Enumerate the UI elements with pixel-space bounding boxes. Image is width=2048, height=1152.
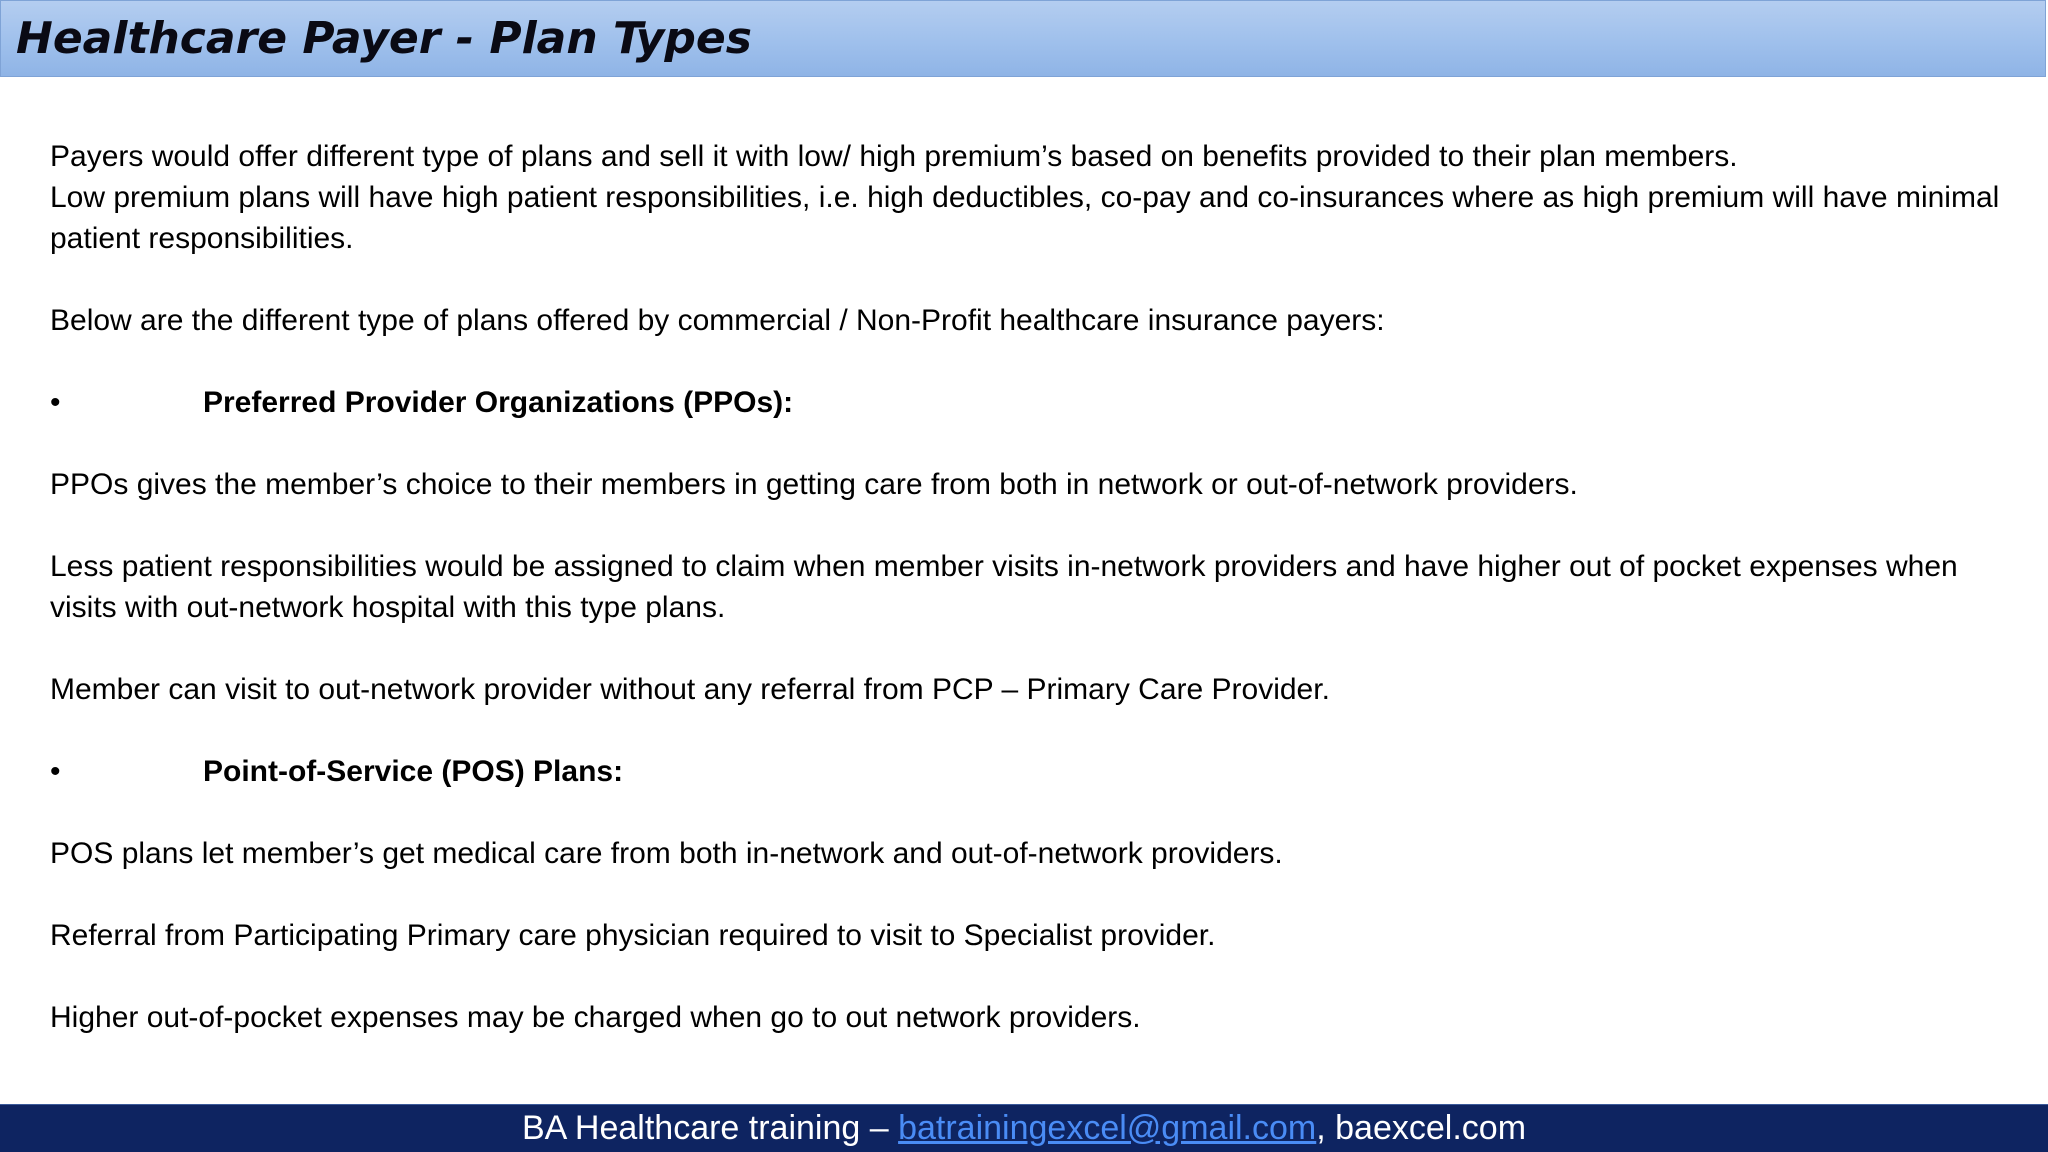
bullet-icon: • — [50, 755, 61, 788]
footer-prefix: BA Healthcare training – — [521, 1109, 899, 1147]
pos-paragraph-2: Referral from Participating Primary care physician required to visit to Specialist provider. — [50, 919, 1216, 952]
intro-paragraph-1: Payers would offer different type of plans and sell it with low/ high premium’s based on benefits provided to their plan members. — [50, 140, 1738, 173]
intro-paragraph-2: Low premium plans will have high patient responsibilities, i.e. high deductibles, co-pay and co-insurances where as high premium will have minimal patient responsibilities. — [50, 181, 2000, 255]
intro-paragraph-3: Below are the different type of plans offered by commercial / Non-Profit healthcare insurance payers: — [50, 304, 1385, 337]
footer-bar — [0, 1104, 2048, 1152]
bullet-icon: • — [50, 386, 61, 419]
ppo-bullet — [50, 382, 2010, 423]
pos-paragraph-3: Higher out-of-pocket expenses may be charged when go to out network providers. — [50, 1001, 1141, 1034]
ppo-paragraph-1: PPOs gives the member’s choice to their members in getting care from both in network or out-of-network providers. — [50, 468, 1578, 501]
pos-bullet — [50, 751, 2010, 792]
title-bar — [0, 0, 2046, 77]
ppo-paragraph-3: Member can visit to out-network provider without any referral from PCP – Primary Care Provider. — [50, 673, 1330, 706]
ppo-paragraph-2: Less patient responsibilities would be assigned to claim when member visits in-network providers and have higher out of pocket expenses when visits with out-network hospital with this type plans. — [50, 550, 1958, 624]
footer-suffix: , baexcel.com — [1316, 1109, 1527, 1147]
footer-email-link[interactable]: batrainingexcel@gmail.com — [898, 1109, 1317, 1147]
slide-content — [50, 136, 2010, 1038]
pos-paragraph-1: POS plans let member’s get medical care from both in-network and out-of-network providers. — [50, 837, 1283, 870]
page-title: Healthcare Payer - Plan Types — [16, 13, 752, 64]
pos-heading: Point-of-Service (POS) Plans: — [203, 755, 624, 788]
ppo-heading: Preferred Provider Organizations (PPOs): — [203, 386, 794, 419]
